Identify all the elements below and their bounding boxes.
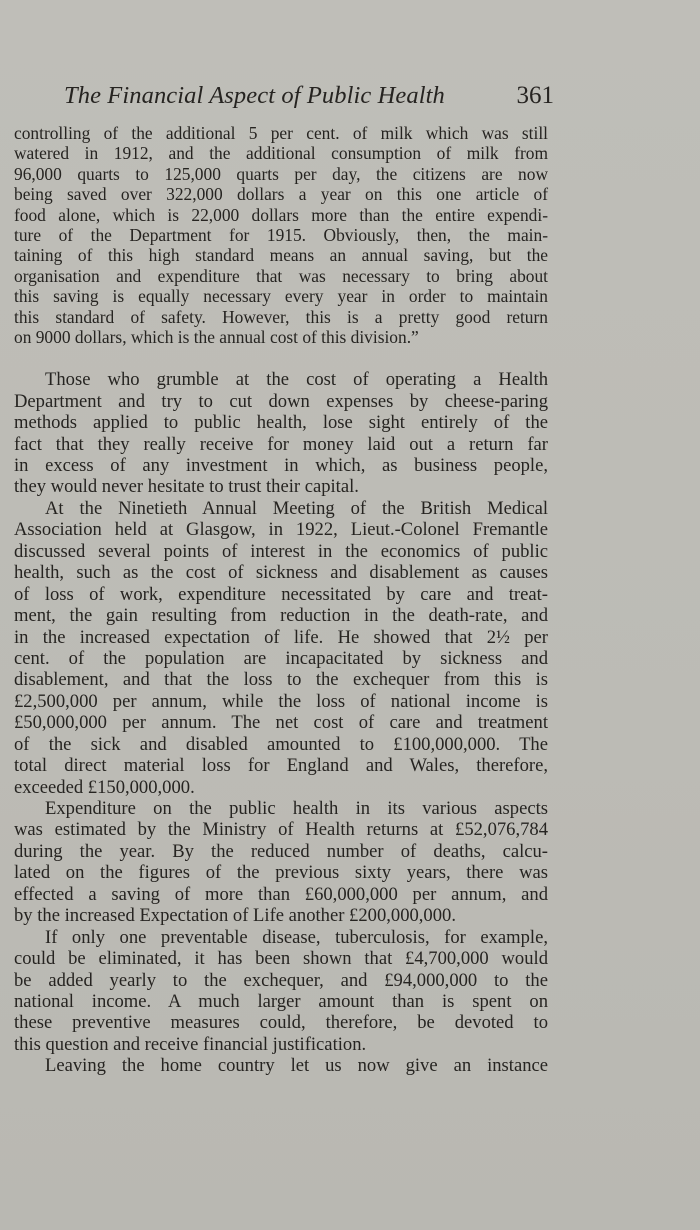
text-line: in the increased expectation of life. He showed that 2½ per — [14, 626, 548, 648]
text-line: total direct material loss for England and Wales, therefore, — [14, 755, 548, 777]
text-line: was estimated by the Ministry of Health returns at £52,076,784 — [14, 819, 548, 841]
text-line: by the increased Expectation of Life another £200,000,000. — [14, 905, 456, 927]
paragraph-bma-meeting — [14, 498, 548, 798]
text-line: of loss of work, expenditure necessitated by care and treat- — [14, 583, 548, 605]
text-line: fact that they really receive for money laid out a return far — [14, 433, 548, 455]
text-line: this question and receive financial justification. — [14, 1033, 367, 1055]
paragraph-ministry-expenditure — [14, 798, 548, 927]
text-line: on 9000 dollars, which is the annual cost of this division.” — [14, 326, 419, 347]
text-line: ture of the Department for 1915. Obviously, then, the main- — [14, 224, 548, 245]
text-line: Expenditure on the public health in its various aspects — [45, 798, 548, 820]
text-line: this standard of safety. However, this is a pretty good return — [14, 306, 548, 327]
text-line: controlling of the additional 5 per cent. of milk which was still — [14, 123, 548, 143]
text-line: being saved over 322,000 dollars a year on this one article of — [14, 184, 548, 205]
text-line: be added yearly to the exchequer, and £94,000,000 to the — [14, 969, 548, 991]
text-line: exceeded £150,000,000. — [14, 776, 195, 798]
text-line: Those who grumble at the cost of operating a Health — [45, 369, 548, 391]
text-line: national income. A much larger amount than is spent on — [14, 990, 548, 1012]
text-line: lated on the figures of the previous sixty years, there was — [14, 862, 548, 884]
text-line: health, such as the cost of sickness and disablement as causes — [14, 562, 548, 584]
text-line: Department and try to cut down expenses by cheese-paring — [14, 390, 548, 412]
text-line: could be eliminated, it has been shown that £4,700,000 would — [14, 948, 548, 970]
text-line: they would never hesitate to trust their capital. — [14, 476, 359, 498]
page-body — [14, 123, 548, 1077]
page-number: 361 — [516, 82, 554, 109]
text-line: taining of this high standard means an annual saving, but the — [14, 245, 548, 266]
paragraph-home-country — [14, 1055, 548, 1076]
text-line: effected a saving of more than £60,000,000 per annum, and — [14, 883, 548, 905]
text-line: watered in 1912, and the additional consumption of milk from — [14, 143, 548, 164]
paragraph-gap — [14, 347, 548, 369]
text-line: 96,000 quarts to 125,000 quarts per day, the citizens are now — [14, 163, 548, 184]
paragraph-tuberculosis — [14, 927, 548, 1056]
text-line: £2,500,000 per annum, while the loss of national income is — [14, 690, 548, 712]
text-line: food alone, which is 22,000 dollars more than the entire expendi- — [14, 204, 548, 225]
paragraph-health-department — [14, 369, 548, 498]
text-line: Leaving the home country let us now give an instance — [45, 1055, 548, 1077]
text-line: this saving is equally necessary every year in order to maintain — [14, 286, 548, 307]
text-line: If only one preventable disease, tuberculosis, for example, — [45, 926, 548, 948]
text-line: At the Ninetieth Annual Meeting of the British Medical — [45, 497, 548, 519]
text-line: ment, the gain resulting from reduction in the death-rate, and — [14, 605, 548, 627]
text-line: these preventive measures could, therefore, be devoted to — [14, 1012, 548, 1034]
text-line: Association held at Glasgow, in 1922, Lieut.-Colonel Fremantle — [14, 519, 548, 541]
text-line: during the year. By the reduced number of deaths, calcu- — [14, 840, 548, 862]
text-line: organisation and expenditure that was necessary to bring about — [14, 265, 548, 286]
page-header — [64, 82, 554, 116]
quoted-passage — [14, 123, 548, 347]
text-line: methods applied to public health, lose sight entirely of the — [14, 412, 548, 434]
text-line: cent. of the population are incapacitated by sickness and — [14, 647, 548, 669]
text-line: in excess of any investment in which, as business people, — [14, 455, 548, 477]
running-title: The Financial Aspect of Public Health — [64, 82, 445, 109]
text-line: disablement, and that the loss to the exchequer from this is — [14, 669, 548, 691]
text-line: of the sick and disabled amounted to £100,000,000. The — [14, 733, 548, 755]
text-line: discussed several points of interest in the economics of public — [14, 540, 548, 562]
text-line: £50,000,000 per annum. The net cost of care and treatment — [14, 712, 548, 734]
